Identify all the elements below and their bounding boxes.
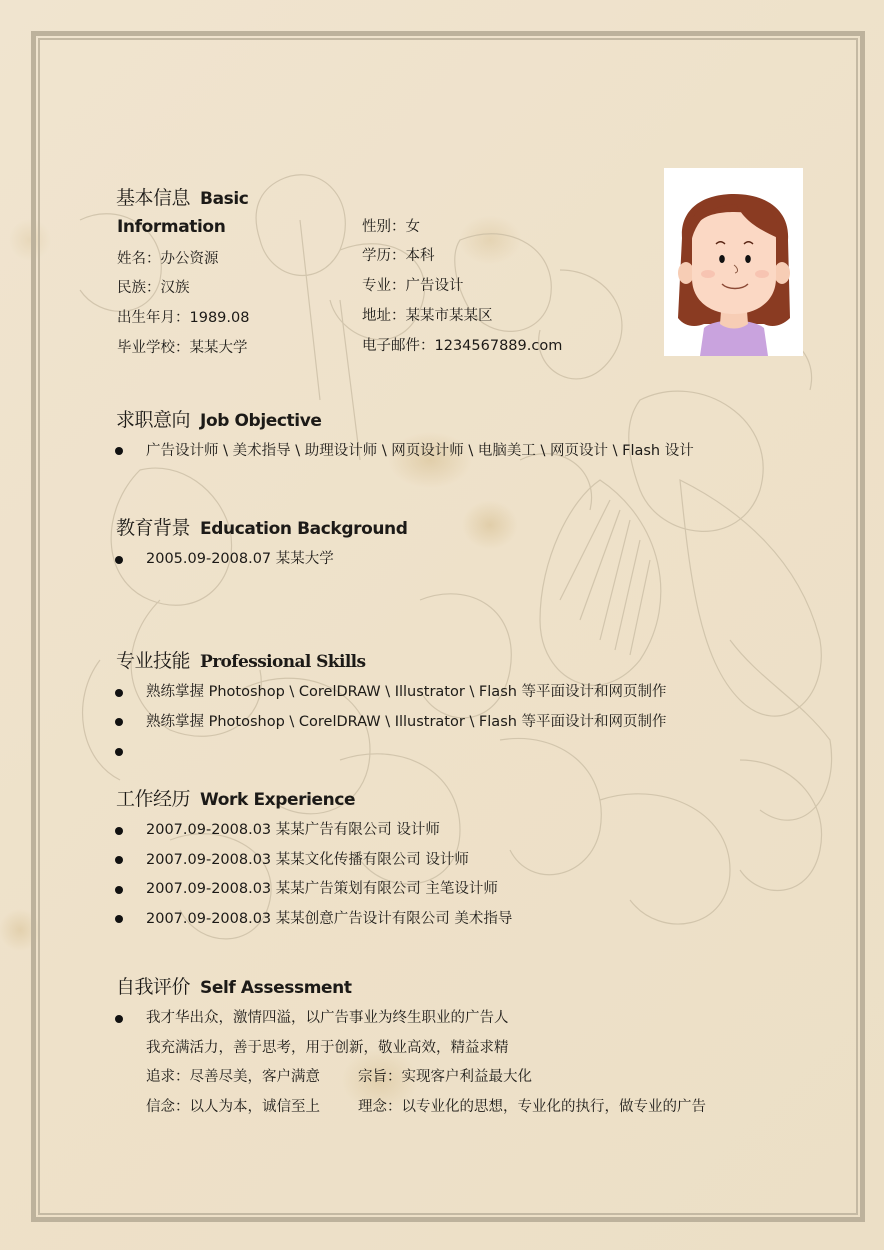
- bullet-icon: [115, 1015, 123, 1023]
- job-objective-item: 广告设计师 \ 美术指导 \ 助理设计师 \ 网页设计师 \ 电脑美工 \ 网页设计 \ Flash 设计: [146, 443, 694, 459]
- section-title-en-continued: Information: [117, 217, 226, 237]
- skill-item: 熟练掌握 Photoshop \ CorelDRAW \ Illustrator \ Flash 等平面设计和网页制作: [146, 714, 667, 730]
- bullet-icon: [115, 748, 123, 756]
- self-assessment-belief: 信念：以人为本，诚信至上: [146, 1099, 320, 1115]
- section-title-cn: 自我评价: [116, 976, 191, 998]
- info-birth: 出生年月：1989.08: [117, 310, 250, 326]
- self-assessment-line: 我充满活力，善于思考，用于创新，敬业高效，精益求精: [146, 1040, 509, 1056]
- section-title-job-objective: [116, 411, 322, 430]
- section-title-en: Self Assessment: [200, 978, 352, 998]
- section-title-education: [116, 519, 408, 538]
- info-name: 姓名：办公资源: [117, 251, 219, 267]
- self-assessment-philosophy: 理念：以专业化的思想，专业化的执行，做专业的广告: [358, 1099, 706, 1115]
- info-school: 毕业学校：某某大学: [117, 340, 248, 356]
- info-email: 电子邮件：1234567889.com: [362, 338, 563, 354]
- section-title-cn: 专业技能: [116, 650, 191, 672]
- bullet-icon: [115, 718, 123, 726]
- section-title-cn: 教育背景: [116, 517, 191, 539]
- bullet-icon: [115, 447, 123, 455]
- education-item: 2005.09-2008.07 某某大学: [146, 551, 334, 567]
- section-title-cn: 工作经历: [116, 788, 191, 810]
- skill-item: 熟练掌握 Photoshop \ CorelDRAW \ Illustrator \ Flash 等平面设计和网页制作: [146, 684, 667, 700]
- bullet-icon: [115, 856, 123, 864]
- work-item: 2007.09-2008.03 某某创意广告设计有限公司 美术指导: [146, 911, 513, 927]
- bullet-icon: [115, 886, 123, 894]
- info-major: 专业：广告设计: [362, 278, 464, 294]
- info-ethnicity: 民族：汉族: [117, 280, 190, 296]
- section-title-cn: 基本信息: [116, 187, 191, 209]
- work-item: 2007.09-2008.03 某某广告策划有限公司 主笔设计师: [146, 881, 498, 897]
- info-degree: 学历：本科: [362, 248, 435, 264]
- info-gender: 性别：女: [362, 219, 420, 235]
- section-title-cn: 求职意向: [116, 409, 191, 431]
- cartoon-girl-avatar-icon: [664, 168, 803, 356]
- self-assessment-pursuit: 追求：尽善尽美，客户满意: [146, 1069, 320, 1085]
- bullet-icon: [115, 556, 123, 564]
- work-item: 2007.09-2008.03 某某文化传播有限公司 设计师: [146, 852, 469, 868]
- section-title-en: Basic: [200, 189, 249, 209]
- bullet-icon: [115, 827, 123, 835]
- self-assessment-purpose: 宗旨：实现客户利益最大化: [358, 1069, 532, 1085]
- bullet-icon: [115, 915, 123, 923]
- bullet-icon: [115, 689, 123, 697]
- self-assessment-line: 我才华出众，激情四溢，以广告事业为终生职业的广告人: [146, 1010, 509, 1026]
- section-title-skills: [116, 652, 366, 671]
- section-title-self-assessment: [116, 978, 352, 997]
- section-title-en: Professional Skills: [200, 652, 366, 672]
- section-title-en: Job Objective: [200, 411, 322, 431]
- section-title-en: Work Experience: [200, 790, 356, 810]
- avatar-photo: [664, 168, 803, 356]
- section-title-en: Education Background: [200, 519, 408, 539]
- work-item: 2007.09-2008.03 某某广告有限公司 设计师: [146, 822, 440, 838]
- info-address: 地址：某某市某某区: [362, 308, 493, 324]
- section-title-work: [116, 790, 355, 809]
- section-title-basic-info: [116, 189, 248, 208]
